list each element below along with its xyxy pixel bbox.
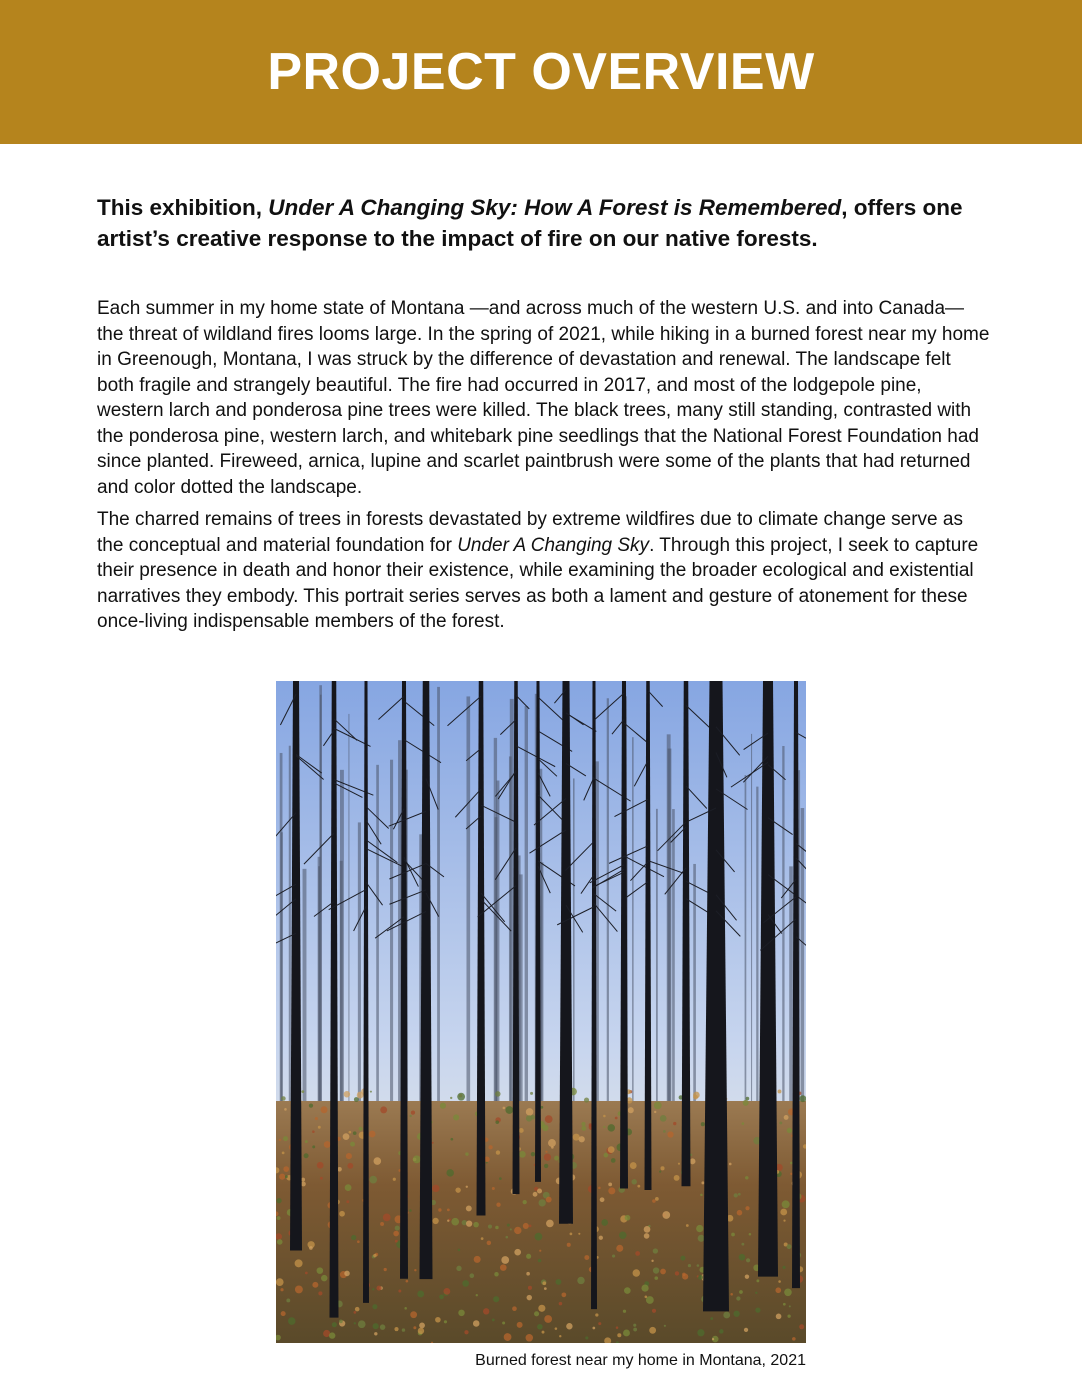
intro-text-start: This exhibition, <box>97 195 269 220</box>
paragraph-2-start: The charred remains of trees in forests devastated by extreme wildfires due to climate change serve as the conceptual and material foundation for <box>97 509 963 556</box>
project-title: Under A Changing Sky <box>457 534 650 556</box>
paragraph-2 <box>97 507 992 635</box>
page-title: PROJECT OVERVIEW <box>267 43 815 101</box>
photo-caption: Burned forest near my home in Montana, 2021 <box>475 1352 806 1369</box>
burned-forest-photo <box>276 681 806 1343</box>
paragraph-1: Each summer in my home state of Montana —and across much of the western U.S. and into Canada— the threat of wildland fires looms large. In the spring of 2021, while hiking in a burned forest near my home in Greenough, Montana, I was struck by the difference of devastation and renewal. The landscape felt both fragile and strangely beautiful. The fire had occurred in 2017, and most of the lodgepole pine, western larch and ponderosa pine trees were killed. The black trees, many still standing, contrasted with the ponderosa pine, western larch, and whitebark pine seedlings that the National Forest Foundation had since planted. Fireweed, arnica, lupine and scarlet paintbrush were some of the plants that had returned and color dotted the landscape. <box>97 298 990 498</box>
intro-statement <box>97 192 977 254</box>
exhibition-title: Under A Changing Sky: How A Forest is Remembered <box>268 195 842 220</box>
intro-text-end: , offers one artist’s creative response to the impact of fire on our native forests. <box>97 195 963 251</box>
header-banner <box>0 0 1082 144</box>
body-text <box>97 296 992 642</box>
paragraph-2-end: . Through this project, I seek to capture their presence in death and honor their existence, while examining the broader ecological and existential narratives they embody. This portrait series serves as both a lament and gesture of atonement for these once-living indispensable members of the forest. <box>97 534 979 632</box>
